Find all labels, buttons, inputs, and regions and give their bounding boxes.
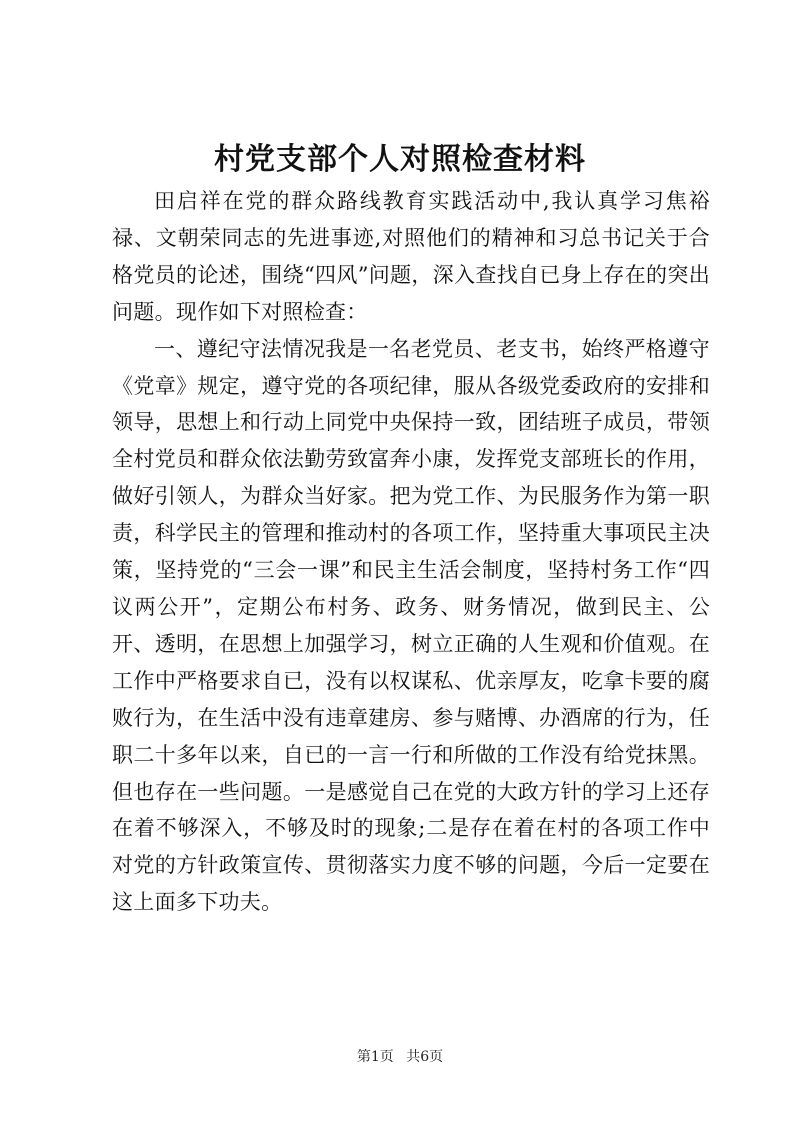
page-footer	[0, 1046, 800, 1066]
document-title: 村党支部个人对照检查材料	[214, 142, 586, 177]
page-total: 共6页	[406, 1049, 444, 1065]
intro-paragraph: 田启祥在党的群众路线教育实践活动中,我认真学习焦裕禄、文朝荣同志的先进事迹,对照他们的精神和习总书记关于合格党员的论述，围绕“四风”问题，深入查找自已身上存在的突出问题。现作如下对照检查：	[112, 189, 710, 324]
page-number: 第1页	[356, 1049, 394, 1065]
document-body	[112, 183, 710, 921]
section-one-paragraph: 一、遵纪守法情况我是一名老党员、老支书，始终严格遵守《党章》规定，遵守党的各项纪律，服从各级党委政府的安排和领导，思想上和行动上同党中央保持一致，团结班子成员，带领全村党员和群众依法勤劳致富奔小康，发挥党支部班长的作用，做好引领人，为群众当好家。把为党工作、为民服务作为第一职责，科学民主的管理和推动村的各项工作，坚持重大事项民主决策，坚持党的“三会一课”和民主生活会制度，坚持村务工作“四议两公开”，定期公布村务、政务、财务情况，做到民主、公开、透明，在思想上加强学习，树立正确的人生观和价值观。在工作中严格要求自已，没有以权谋私、优亲厚友，吃拿卡要的腐败行为，在生活中没有违章建房、参与赌博、办酒席的行为，任职二十多年以来，自已的一言一行和所做的工作没有给党抹黑。但也存在一些问题。一是感觉自己在党的大政方针的学习上还存在着不够深入，不够及时的现象;二是存在着在村的各项工作中对党的方针政策宣传、贯彻落实力度不够的问题，今后一定要在这上面多下功夫。	[112, 336, 710, 915]
